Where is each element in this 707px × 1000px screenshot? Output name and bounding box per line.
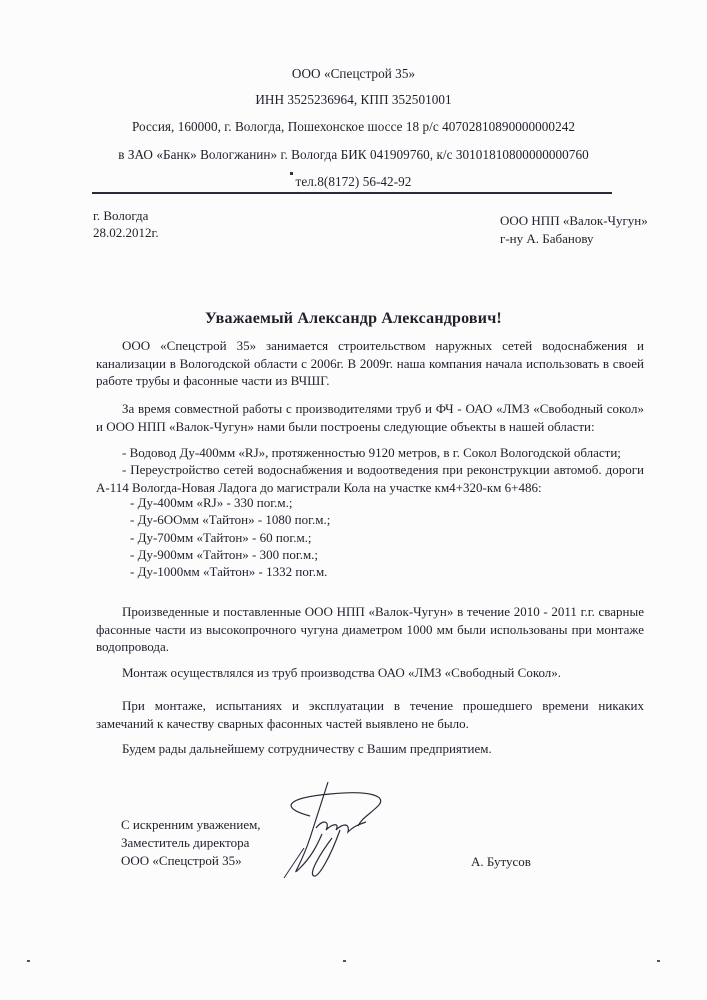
pipe-list-item: - Ду-900мм «Тайтон» - 300 пог.м.;: [130, 547, 319, 562]
object-item-1: - Водовод Ду-400мм «RJ», протяженностью 9120 метров, в г. Сокол Вологодской области;: [122, 445, 621, 460]
handwritten-signature: [270, 778, 390, 888]
closing-regards: С искренним уважением,: [121, 817, 261, 832]
paragraph-6-text: Будем рады дальнейшему сотрудничеству с Вашим предприятием.: [122, 741, 492, 756]
recipient: [500, 212, 648, 248]
paragraph-5: [96, 697, 644, 732]
paragraph-4: [96, 664, 644, 682]
paragraph-6: [96, 740, 644, 758]
letterhead-company: ООО «Спецстрой 35»: [291, 66, 416, 81]
letterhead-tax-ids: ИНН 3525236964, КПП 352501001: [255, 92, 452, 107]
letterhead-divider: [92, 192, 612, 194]
object-item-2: [96, 461, 644, 496]
signer-name: А. Бутусов: [471, 854, 531, 869]
pipe-list-item: - Ду-700мм «Тайтон» - 60 пог.м.;: [130, 530, 312, 545]
greeting: Уважаемый Александр Александрович!: [205, 310, 502, 327]
paragraph-2: [96, 400, 644, 435]
scan-speck: [343, 960, 346, 962]
date: 28.02.2012г.: [93, 225, 159, 240]
letterhead-address: Россия, 160000, г. Вологда, Пошехонское шоссе 18 р/с 40702810890000000242: [131, 119, 576, 134]
object-item-2-text: - Переустройство сетей водоснабжения и водоотведения при реконструкции автомоб. дороги А-114 Вологда-Новая Ладога до магистрали Кола на участке км4+320-км 6+486:: [96, 462, 644, 495]
paragraph-1-text: ООО «Спецстрой 35» занимается строительством наружных сетей водоснабжения и канализации в Вологодской области с 2006г. В 2009г. наша компания начала использовать в своей работе трубы и фасонные части из ВЧШГ.: [96, 338, 644, 388]
letterhead-bank: в ЗАО «Банк» Вологжанин» г. Вологда БИК 041909760, к/с 30101810800000000760: [118, 147, 589, 162]
closing-position: Заместитель директора: [121, 835, 250, 850]
recipient-org: ООО НПП «Валок-Чугун»: [500, 213, 648, 228]
paragraph-3-text: Произведенные и поставленные ООО НПП «Валок-Чугун» в течение 2010 - 2011 г.г. сварные фасонные части из высокопрочного чугуна диаметром 1000 мм были использованы при монтаже водопровода.: [96, 604, 644, 654]
scan-speck: [657, 960, 660, 962]
closing-block: [121, 816, 261, 870]
recipient-person: г-ну А. Бабанову: [500, 231, 594, 246]
pipe-list-item: - Ду-1000мм «Тайтон» - 1332 пог.м.: [130, 564, 328, 579]
paragraph-5-text: При монтаже, испытаниях и эксплуатации в течение прошедшего времени никаких замечаний к качеству сварных фасонных частей выявлено не было.: [96, 698, 644, 731]
scan-speck: [290, 172, 293, 175]
pipe-list-item: - Ду-6OOмм «Тайтон» - 1080 пог.м.;: [130, 512, 331, 527]
pipe-list-item: - Ду-400мм «RJ» - 330 пог.м.;: [130, 495, 293, 510]
paragraph-1: [96, 337, 644, 390]
letterhead-phone: тел.8(8172) 56-42-92: [295, 174, 412, 189]
city: г. Вологда: [93, 208, 149, 223]
paragraph-3: [96, 603, 644, 656]
paragraph-2-text: За время совместной работы с производителями труб и ФЧ - ОАО «ЛМЗ «Свободный сокол» и ООО НПП «Валок-Чугун» нами были построены следующие объекты в нашей области:: [96, 401, 644, 434]
closing-company: ООО «Спецстрой 35»: [121, 853, 242, 868]
place-and-date: [93, 207, 159, 241]
paragraph-4-text: Монтаж осуществлялся из труб производства ОАО «ЛМЗ «Свободный Сокол».: [122, 665, 562, 680]
scan-speck: [27, 960, 30, 962]
